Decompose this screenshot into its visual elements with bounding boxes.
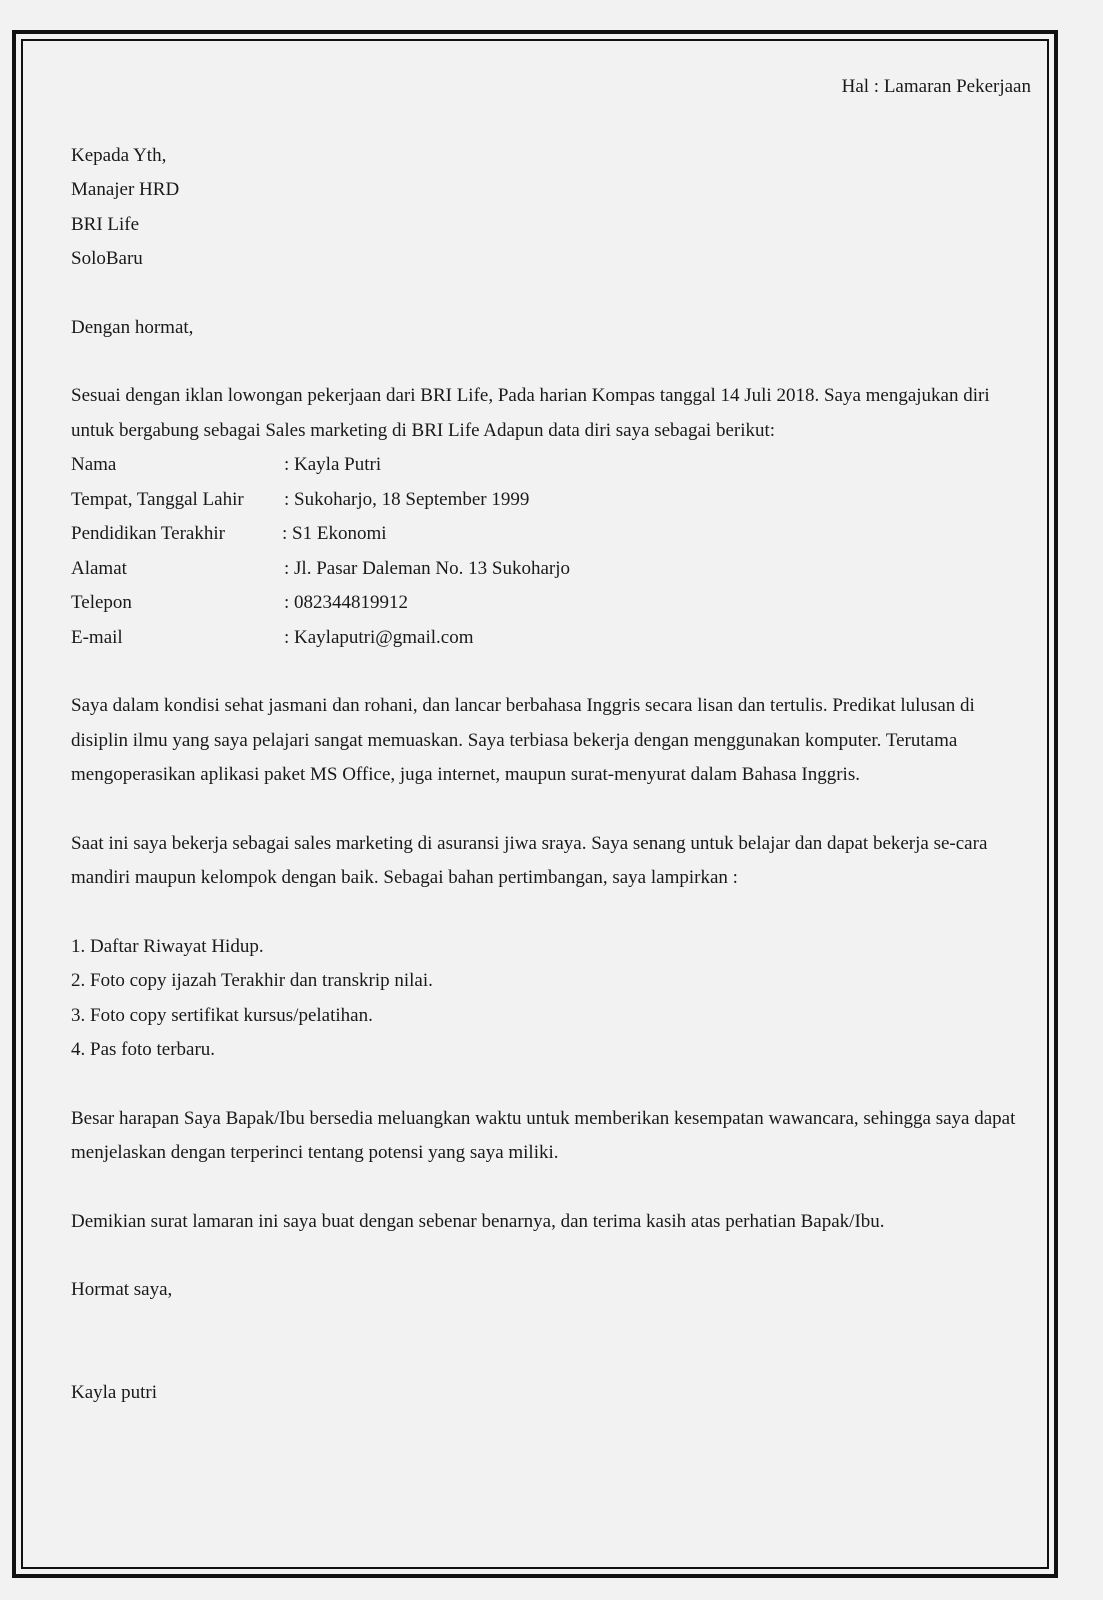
data-value: : S1 Ekonomi — [282, 523, 387, 544]
personal-data-row — [71, 586, 1031, 621]
closing-paragraph: Demikian surat lamaran ini saya buat dengan sebenar benarnya, dan terima kasih atas perhatian Bapak/Ibu. — [71, 1210, 885, 1232]
intro-paragraph: Sesuai dengan iklan lowongan pekerjaan dari BRI Life, Pada harian Kompas tanggal 14 Juli 2018. Saya mengajukan diri untuk bergabung sebagai Sales marketing di BRI Life Adapun data diri saya sebagai berikut: — [71, 385, 990, 441]
letter-body — [71, 70, 1031, 1410]
personal-data-row — [71, 621, 1031, 656]
attachment-list — [71, 930, 1031, 1068]
data-label: Telepon — [71, 592, 132, 613]
personal-data-row — [71, 552, 1031, 587]
data-value: : Jl. Pasar Daleman No. 13 Sukoharjo — [284, 557, 571, 579]
attachment-item: 3. Foto copy sertifikat kursus/pelatihan. — [71, 1004, 373, 1026]
data-label: Tempat, Tanggal Lahir — [71, 488, 244, 510]
recipient-line: SoloBaru — [71, 248, 143, 269]
recipient-line: Kepada Yth, — [71, 144, 167, 166]
subject-line: Hal : Lamaran Pekerjaan — [841, 76, 1031, 97]
personal-data-list — [71, 448, 1031, 655]
data-value: : Kayla Putri — [284, 454, 382, 475]
data-label: Nama — [71, 454, 117, 475]
attachment-item: 1. Daftar Riwayat Hidup. — [71, 935, 264, 957]
data-value: : 082344819912 — [284, 592, 409, 613]
personal-data-row — [71, 483, 1031, 518]
skills-paragraph: Saya dalam kondisi sehat jasmani dan rohani, dan lancar berbahasa Inggris secara lisan dan tertulis. Predikat lulusan di disiplin ilmu yang saya pelajari sangat memuaskan. Saya terbiasa bekerja dengan menggunakan komputer. Terutama mengoperasikan aplikasi paket MS Office, juga internet, maupun surat-menyurat dalam Bahasa Inggris. — [71, 695, 975, 785]
data-label: Pendidikan Terakhir — [71, 523, 225, 544]
greeting: Dengan hormat, — [71, 316, 194, 338]
recipient-line: BRI Life — [71, 213, 140, 235]
data-value: : Kaylaputri@gmail.com — [284, 626, 474, 648]
signature-name: Kayla putri — [71, 1381, 158, 1403]
data-label: E-mail — [71, 626, 123, 648]
sign-off: Hormat saya, — [71, 1279, 173, 1300]
attachment-item: 2. Foto copy ijazah Terakhir dan transkrip nilai. — [71, 970, 433, 991]
recipient-line: Manajer HRD — [71, 179, 180, 200]
personal-data-row — [71, 517, 1031, 552]
data-label: Alamat — [71, 557, 127, 579]
data-value: : Sukoharjo, 18 September 1999 — [284, 488, 530, 510]
hope-paragraph: Besar harapan Saya Bapak/Ibu bersedia meluangkan waktu untuk memberikan kesempatan wawancara, sehingga saya dapat menjelaskan dengan terperinci tentang potensi yang saya miliki. — [71, 1107, 1016, 1163]
attachment-item: 4. Pas foto terbaru. — [71, 1039, 216, 1060]
personal-data-row — [71, 448, 1031, 483]
current-job-paragraph: Saat ini saya bekerja sebagai sales marketing di asuransi jiwa sraya. Saya senang untuk belajar dan dapat bekerja se-cara mandiri maupun kelompok dengan baik. Sebagai bahan pertimbangan, saya lampirkan : — [71, 832, 988, 888]
